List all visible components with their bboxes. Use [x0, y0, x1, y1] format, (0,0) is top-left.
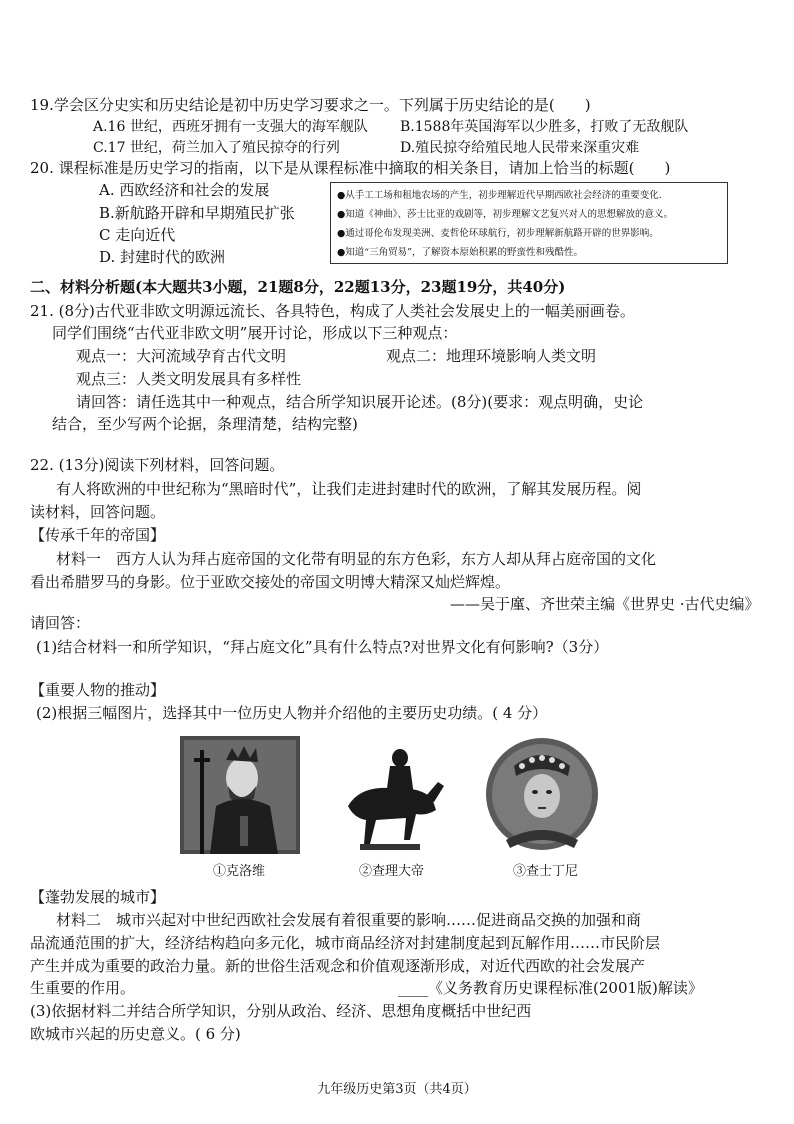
material-two-line2: 品流通范围的扩大，经济结构趋向多元化，城市商品经济对封建制度起到瓦解作用……市民阶层 [30, 934, 661, 952]
material-two-source: ____《义务教育历史课程标准(2001版)解读》 [398, 979, 703, 997]
q19-option-a: A.16 世纪，西班牙拥有一支强大的海军舰队 [93, 119, 368, 135]
material-one-line1: 材料一 西方人认为拜占庭帝国的文化带有明显的东方色彩，东方人却从拜占庭帝国的文化 [56, 550, 657, 568]
caption-clovis: ①克洛维 [213, 864, 266, 879]
clovis-portrait [180, 736, 300, 854]
q21-line2: 同学们围绕“古代亚非欧文明”展开讨论，形成以下三种观点： [52, 324, 458, 342]
material-one-line2: 看出希腊罗马的身影。位于亚欧交接处的帝国文明博大精深又灿烂辉煌。 [30, 573, 511, 591]
sub-question-1: (1)结合材料一和所学知识，“拜占庭文化”具有什么特点?对世界文化有何影响?（3分） [36, 638, 609, 656]
material-two-line3: 产生并成为重要的政治力量。新的世俗生活观念和价值观逐渐形成，对近代西欧的社会发展产 [30, 957, 646, 975]
q19-option-b: B.1588年英国海军以少胜多，打败了无敌舰队 [400, 119, 689, 135]
charlemagne-statue [330, 736, 450, 854]
q21-view1: 观点一：大河流域孕育古代文明 [76, 347, 287, 365]
standard-item: ●从手工工场和租地农场的产生，初步理解近代早期西欧社会经济的重要变化. [337, 190, 662, 201]
q20-option-d: D. 封建时代的欧洲 [99, 248, 226, 266]
caption-justinian: ③查士丁尼 [513, 864, 579, 879]
q19-stem: 19.学会区分史实和历史结论是初中历史学习要求之一。下列属于历史结论的是( ) [30, 96, 591, 114]
heading-empire: 【传承千年的帝国】 [30, 526, 166, 544]
justinian-mosaic [482, 736, 602, 854]
q21-view2: 观点二：地理环境影响人类文明 [386, 347, 597, 365]
sub-question-3-line2: 欧城市兴起的历史意义。( 6 分) [30, 1025, 241, 1043]
material-two-line1: 材料二 城市兴起对中世纪西欧社会发展有着很重要的影响……促进商品交换的加强和商 [56, 911, 642, 929]
standard-item: ●通过哥伦布发现美洲、麦哲伦环球航行，初步理解新航路开辟的世界影响。 [337, 228, 659, 239]
sub-question-2: (2)根据三幅图片，选择其中一位历史人物并介绍他的主要历史功绩。( 4 分） [36, 704, 548, 722]
q20-option-a: A. 西欧经济和社会的发展 [99, 181, 270, 199]
curriculum-standards-box [330, 182, 728, 264]
q20-stem: 20. 课程标准是历史学习的指南，以下是从课程标准中摘取的相关条目，请加上恰当的标题( ) [30, 159, 671, 177]
q22-line1: 22. (13分)阅读下列材料，回答问题。 [30, 456, 285, 474]
q21-line1: 21. (8分)古代亚非欧文明源远流长、各具特色，构成了人类社会发展史上的一幅美丽画卷。 [30, 302, 635, 320]
standard-item: ●知道《神曲》、莎士比亚的戏剧等，初步理解文艺复兴对人的思想解放的意义。 [337, 209, 674, 220]
caption-charlemagne: ②查理大帝 [359, 864, 425, 879]
q21-ask1: 请回答：请任选其中一种观点，结合所学知识展开论述。(8分)(要求：观点明确，史论 [76, 393, 644, 411]
q21-ask2: 结合，至少写两个论据，条理清楚，结构完整) [52, 415, 358, 433]
standard-item: ●知道“三角贸易”，了解资本原始积累的野蛮性和残酷性。 [337, 247, 584, 258]
q20-option-b: B.新航路开辟和早期殖民扩张 [99, 204, 295, 222]
q21-view3: 观点三：人类文明发展具有多样性 [76, 370, 302, 388]
material-two-line4: 生重要的作用。 [30, 979, 136, 997]
section-heading: 二、材料分析题(本大题共3小题，21题8分，22题13分，23题19分，共40分) [30, 278, 566, 296]
material-one-source: ——吴于廑、齐世荣主编《世界史 ·古代史编》 [450, 595, 760, 613]
page-footer: 九年级历史第3页（共4页） [317, 1082, 477, 1097]
sub-question-3-line1: (3)依据材料二并结合所学知识，分别从政治、经济、思想角度概括中世纪西 [30, 1002, 532, 1020]
q22-intro2: 读材料，回答问题。 [30, 503, 166, 521]
ask-label: 请回答： [30, 614, 91, 632]
q19-option-d: D.殖民掠夺给殖民地人民带来深重灾难 [400, 140, 640, 156]
heading-cities: 【蓬勃发展的城市】 [30, 888, 166, 906]
q22-intro1: 有人将欧洲的中世纪称为“黑暗时代”，让我们走进封建时代的欧洲，了解其发展历程。阅 [56, 480, 642, 498]
q19-option-c: C.17 世纪，荷兰加入了殖民掠夺的行列 [93, 140, 340, 156]
heading-figures: 【重要人物的推动】 [30, 681, 166, 699]
q20-option-c: C 走向近代 [99, 226, 176, 244]
